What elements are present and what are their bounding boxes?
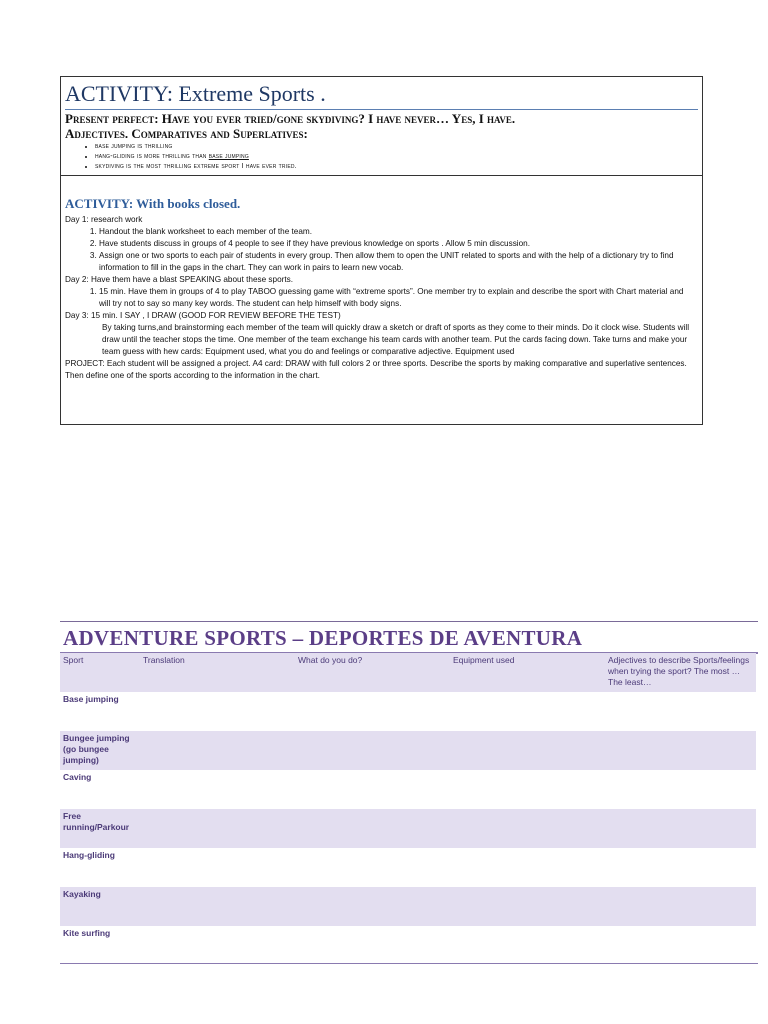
- empty-cell[interactable]: [450, 770, 605, 809]
- adjectives-heading: Adjectives. Comparatives and Superlatives:: [65, 126, 308, 141]
- empty-cell[interactable]: [605, 731, 756, 770]
- empty-cell[interactable]: [450, 926, 605, 965]
- activity-box: [60, 76, 703, 176]
- sport-cell: Base jumping: [63, 694, 119, 704]
- empty-cell[interactable]: [140, 887, 295, 926]
- table-row: [60, 926, 756, 965]
- empty-cell[interactable]: [295, 887, 450, 926]
- books-closed-title: ACTIVITY: With books closed.: [65, 196, 241, 211]
- sport-cell: Bungee jumping (go bungee jumping): [60, 731, 140, 770]
- activity-title: ACTIVITY: Extreme Sports .: [65, 81, 698, 110]
- underlined-term: base jumping: [208, 153, 249, 160]
- sport-cell: Kite surfing: [63, 928, 111, 938]
- day1-heading: Day 1: research work: [65, 215, 143, 224]
- empty-cell[interactable]: [140, 770, 295, 809]
- bullet-item: • base jumping is thrilling: [95, 142, 297, 152]
- empty-cell[interactable]: [295, 809, 450, 848]
- empty-cell[interactable]: [450, 692, 605, 731]
- sports-table: [60, 653, 756, 965]
- empty-cell[interactable]: [450, 887, 605, 926]
- empty-cell[interactable]: [140, 692, 295, 731]
- adventure-heading: ADVENTURE SPORTS – DEPORTES DE AVENTURA: [63, 626, 583, 650]
- header-cell: What do you do?: [298, 655, 363, 665]
- sport-cell: Caving: [63, 772, 92, 782]
- table-row: [60, 692, 756, 731]
- day2-heading: Day 2: Have them have a blast SPEAKING about these sports.: [65, 275, 294, 284]
- day3-heading: Day 3: 15 min. I SAY , I DRAW (GOOD FOR REVIEW BEFORE THE TEST): [65, 311, 341, 320]
- list-item: 2. Have students discuss in groups of 4 people to see if they have previous knowledge on sports . Allow 5 min discussion.: [99, 238, 694, 250]
- header-cell: Sport: [63, 655, 84, 665]
- empty-cell[interactable]: [605, 926, 756, 965]
- empty-cell[interactable]: [605, 770, 756, 809]
- list-item: 3. Assign one or two sports to each pair of students in every group. Then allow them to open the UNIT related to sports and with the help of a dictionary try to find information to fill in the gaps in the chart. They can work in pairs to learn new vocab.: [99, 250, 694, 274]
- project-text: PROJECT: Each student will be assigned a project. A4 card: DRAW with full colors 2 or three sports. Describe the sports by making comparative and superlative sentences. Then define one of the sports according to the information in the chart.: [65, 359, 687, 380]
- list-item: 1. Handout the blank worksheet to each member of the team.: [99, 226, 694, 238]
- empty-cell[interactable]: [295, 731, 450, 770]
- adventure-heading-block: [60, 621, 758, 654]
- table-header-row: [60, 653, 756, 692]
- present-perfect-line: Present perfect: Have you ever tried/gone skydiving? I have never… Yes, I have.: [65, 111, 516, 126]
- bullet-item: • skydiving is the most thrilling extreme sport I have ever tried.: [95, 162, 297, 172]
- empty-cell[interactable]: [450, 809, 605, 848]
- table-row: [60, 731, 756, 770]
- sport-cell: Free running/Parkour: [60, 809, 140, 848]
- table-row: [60, 848, 756, 887]
- empty-cell[interactable]: [140, 731, 295, 770]
- table-row: [60, 887, 756, 926]
- empty-cell[interactable]: [450, 731, 605, 770]
- empty-cell[interactable]: [605, 887, 756, 926]
- empty-cell[interactable]: [295, 692, 450, 731]
- day1-list: [65, 226, 694, 274]
- sport-cell: Kayaking: [60, 887, 140, 926]
- header-cell: Translation: [143, 655, 185, 665]
- header-cell: Adjectives to describe Sports/feelings when trying the sport? The most … The least…: [608, 655, 750, 687]
- sport-cell: Hang-gliding: [63, 850, 115, 860]
- bullet-item: • hang-gliding is more thrilling than base jumping: [95, 152, 297, 162]
- list-item: 1. 15 min. Have them in groups of 4 to play TABOO guessing game with “extreme sports”. One member try to explain and describe the sport with Chart material and will try not to say so many key words. The student can help himself with body signs.: [99, 286, 694, 310]
- empty-cell[interactable]: [295, 926, 450, 965]
- empty-cell[interactable]: [140, 848, 295, 887]
- empty-cell[interactable]: [605, 848, 756, 887]
- empty-cell[interactable]: [295, 848, 450, 887]
- example-bullets: [75, 142, 297, 172]
- table-row: [60, 770, 756, 809]
- table-bottom-rule: [60, 963, 758, 964]
- day3-text: By taking turns,and brainstorming each member of the team will quickly draw a sketch or draft of sports as they come to their minds. Do it clock wise. Students will draw until the teacher stops the time. One member of the team exchange his team cards with another team. Put the cards facing down. Take turns and make your team guess with hew cards: Equipment used, what you do and feelings or comparative adjective. Equipment used: [102, 323, 690, 356]
- empty-cell[interactable]: [450, 848, 605, 887]
- day2-list: [65, 286, 694, 310]
- empty-cell[interactable]: [140, 926, 295, 965]
- books-closed-box: [60, 176, 703, 425]
- empty-cell[interactable]: [140, 809, 295, 848]
- table-row: [60, 809, 756, 848]
- empty-cell[interactable]: [605, 692, 756, 731]
- lesson-plan: [65, 214, 694, 382]
- empty-cell[interactable]: [605, 809, 756, 848]
- empty-cell[interactable]: [295, 770, 450, 809]
- header-cell: Equipment used: [453, 655, 515, 665]
